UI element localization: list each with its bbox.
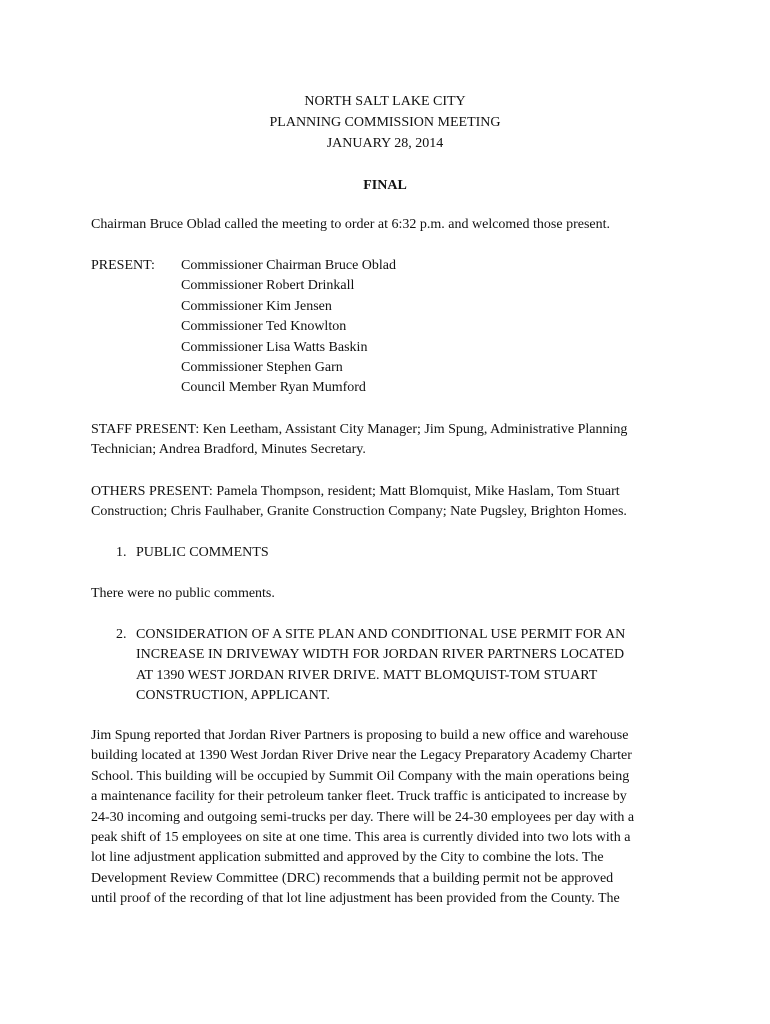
city-name: NORTH SALT LAKE CITY [304, 94, 466, 109]
item-2-body [91, 726, 686, 910]
body-line: until proof of the recording of that lot line adjustment has been provided from the County. The [91, 891, 620, 907]
body-line: peak shift of 15 employees on site at one time. This area is currently divided into two lots with a [91, 829, 631, 845]
agenda-item-title-line: CONSTRUCTION, APPLICANT. [136, 688, 330, 704]
staff-present-line: Technician; Andrea Bradford, Minutes Secretary. [91, 442, 366, 458]
present-members-list [181, 256, 396, 399]
body-line: building located at 1390 West Jordan River Drive near the Legacy Preparatory Academy Charter [91, 748, 632, 764]
agenda-item-number: 1. [116, 545, 127, 560]
present-member: Commissioner Robert Drinkall [181, 278, 355, 294]
present-member: Commissioner Ted Knowlton [181, 319, 347, 335]
present-member: Council Member Ryan Mumford [181, 380, 366, 396]
document-status: FINAL [363, 178, 407, 193]
body-line: lot line adjustment application submitted and approved by the City to combine the lots. The [91, 850, 604, 866]
agenda-item-1 [116, 543, 676, 563]
present-label: PRESENT: [91, 258, 155, 273]
present-member: Commissioner Lisa Watts Baskin [181, 339, 368, 355]
agenda-item-title-line: AT 1390 WEST JORDAN RIVER DRIVE. MATT BLOMQUIST-TOM STUART [136, 667, 598, 683]
others-present-line: OTHERS PRESENT: Pamela Thompson, resident; Matt Blomquist, Mike Haslam, Tom Stuart [91, 484, 620, 499]
agenda-item-title: PUBLIC COMMENTS [136, 545, 269, 560]
agenda-item-title-line: INCREASE IN DRIVEWAY WIDTH FOR JORDAN RIVER PARTNERS LOCATED [136, 647, 625, 663]
staff-present [91, 420, 691, 461]
agenda-item-2 [116, 625, 676, 707]
public-comments-text: There were no public comments. [91, 586, 275, 601]
present-member: Commissioner Stephen Garn [181, 359, 343, 375]
present-member: Commissioner Chairman Bruce Oblad [181, 258, 397, 273]
others-present-line: Construction; Chris Faulhaber, Granite Construction Company; Nate Pugsley, Brighton Homes. [91, 504, 627, 520]
body-line: Jim Spung reported that Jordan River Partners is proposing to build a new office and warehouse [91, 728, 629, 743]
body-line: 24-30 incoming and outgoing semi-trucks per day. There will be 24-30 employees per day with a [91, 809, 635, 825]
document-header [0, 91, 770, 154]
agenda-item-title-line: CONSIDERATION OF A SITE PLAN AND CONDITIONAL USE PERMIT FOR AN [136, 627, 626, 642]
agenda-item-number: 2. [116, 627, 127, 642]
staff-present-line: STAFF PRESENT: Ken Leetham, Assistant City Manager; Jim Spung, Administrative Planning [91, 422, 628, 437]
body-line: School. This building will be occupied by Summit Oil Company with the main operations being [91, 768, 630, 784]
body-line: a maintenance facility for their petroleum tanker fleet. Truck traffic is anticipated to increase by [91, 789, 627, 805]
body-line: Development Review Committee (DRC) recommends that a building permit not be approved [91, 870, 614, 886]
present-member: Commissioner Kim Jensen [181, 298, 332, 314]
call-to-order: Chairman Bruce Oblad called the meeting to order at 6:32 p.m. and welcomed those present. [91, 217, 611, 232]
others-present [91, 482, 691, 523]
meeting-date: JANUARY 28, 2014 [326, 136, 444, 151]
meeting-title: PLANNING COMMISSION MEETING [269, 115, 501, 130]
